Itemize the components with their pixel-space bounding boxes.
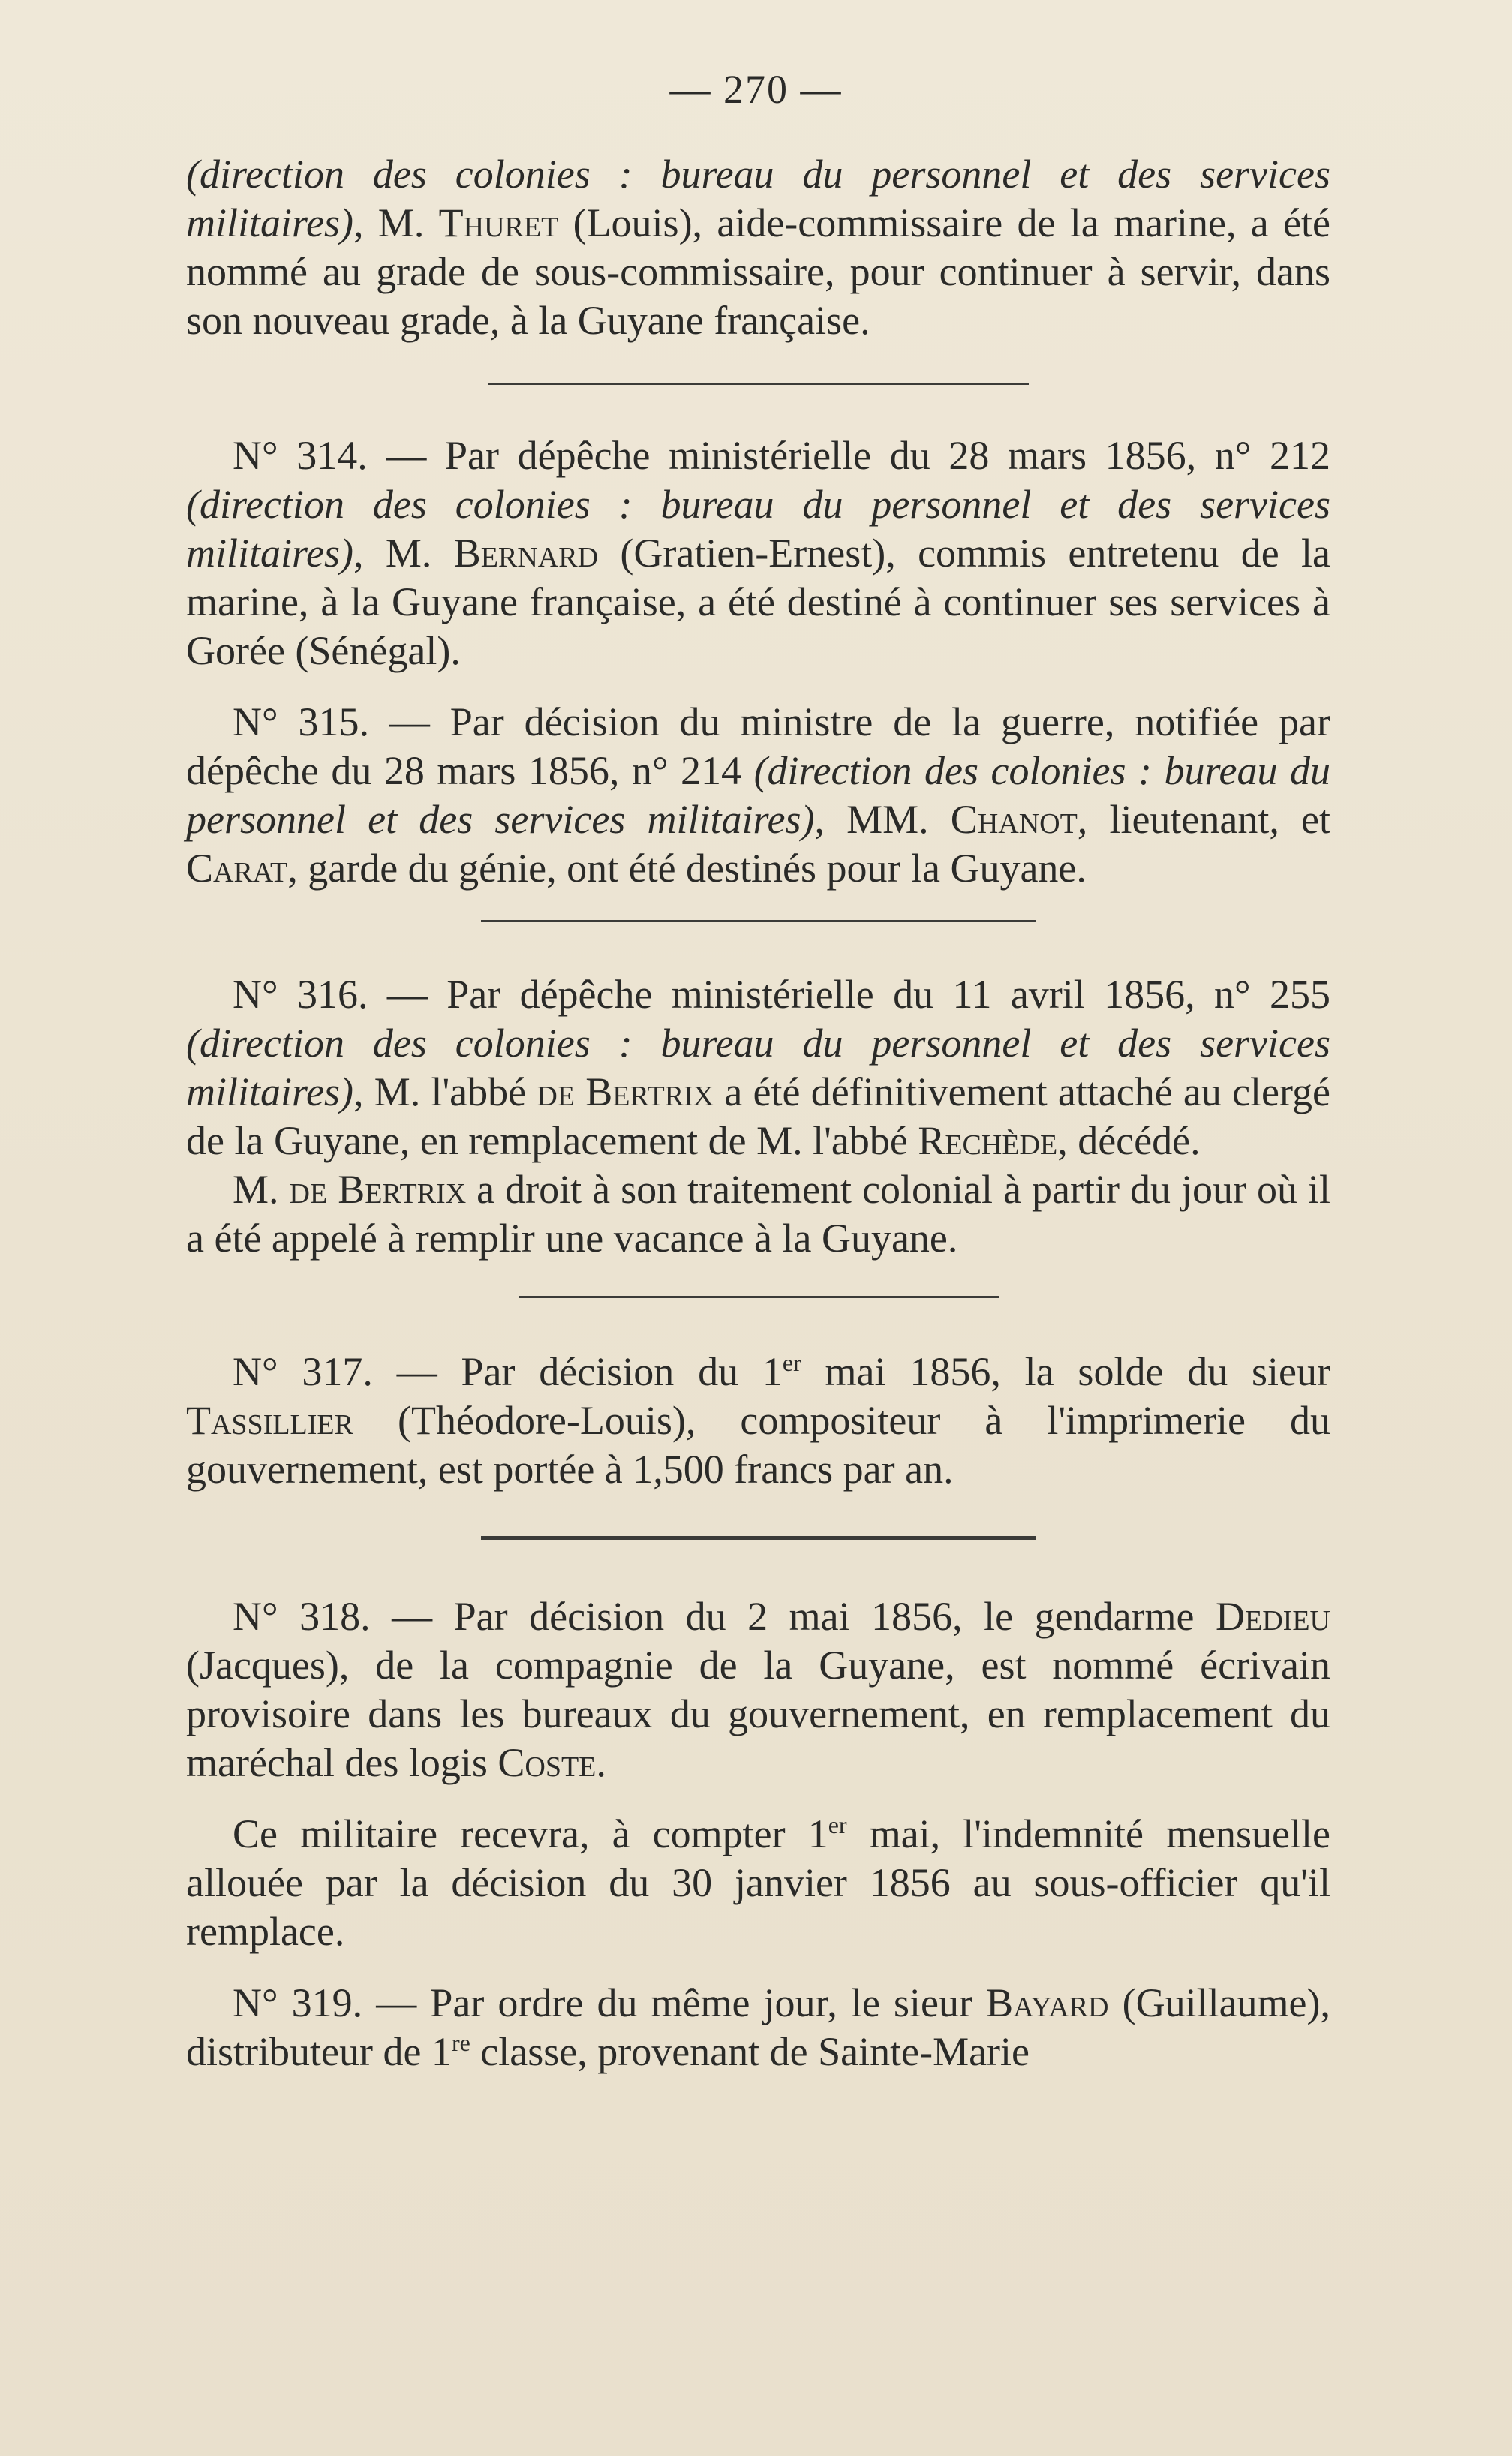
entry-319 [186, 1979, 1330, 2076]
separator-rule [519, 1296, 999, 1298]
person-name: Tassillier [186, 1398, 353, 1443]
person-name: Bayard [986, 1980, 1109, 2025]
person-name: Chanot [950, 797, 1078, 842]
entry-paragraph: N° 317. — Par décision du 1er mai 1856, la solde du sieur Tassillier (Théodore-Louis), compositeur à l'imprimerie du gouvernement, est portée à 1,500 francs par an. [186, 1349, 1330, 1492]
page-number: — 270 — [669, 67, 843, 112]
continuation-paragraph: (direction des colonies : bureau du personnel et des services militaires), M. Thuret (Louis), aide-commissaire de la marine, a été nommé au grade de sous-commissaire, pour continuer à servir, dans son nouveau grade, à la Guyane française. [186, 152, 1331, 343]
entry-number: N° 315. [233, 699, 369, 744]
person-name: Bernard [453, 531, 599, 576]
entry-number: N° 317. [233, 1349, 373, 1394]
entry-paragraph: N° 319. — Par ordre du même jour, le sieur Bayard (Guillaume), distributeur de 1re classe, provenant de Sainte-Marie [186, 1980, 1330, 2074]
entry-number: N° 314. [233, 433, 368, 478]
entry-paragraph: M. de Bertrix a droit à son traitement colonial à partir du jour où il a été appelé à remplir une vacance à la Guyane. [186, 1167, 1330, 1261]
entry-paragraph: Ce militaire recevra, à compter 1er mai, l'indemnité mensuelle allouée par la décision du 30 janvier 1856 au sous-officier qu'il remplace. [186, 1811, 1330, 1954]
entry-number: N° 318. [233, 1594, 371, 1639]
person-name: Carat [186, 846, 288, 891]
separator-rule [481, 1536, 1036, 1540]
person-name: Dedieu [1216, 1594, 1330, 1639]
separator-rule [488, 383, 1029, 385]
person-name: de Bertrix [537, 1069, 714, 1114]
entry-paragraph: N° 316. — Par dépêche ministérielle du 11 avril 1856, n° 255 (direction des colonies : bureau du personnel et des services militaires), M. l'abbé de Bertrix a été définitivement attaché au clergé de la Guyane, en remplacement de M. l'abbé Rechède, décédé. [186, 972, 1330, 1163]
text-column [186, 150, 1330, 2076]
entry-316 [186, 970, 1330, 1263]
entry-317 [186, 1348, 1330, 1494]
entry-314 [186, 431, 1330, 675]
person-name: de Bertrix [289, 1167, 467, 1212]
entry-number: N° 319. [233, 1980, 363, 2025]
entry-318 [186, 1592, 1330, 1956]
person-name: Coste [497, 1740, 597, 1785]
entry-paragraph: N° 314. — Par dépêche ministérielle du 28 mars 1856, n° 212 (direction des colonies : bureau du personnel et des services militaires), M. Bernard (Gratien-Ernest), commis entretenu de la marine, à la Guyane française, a été destiné à continuer ses services à Gorée (Sénégal). [186, 433, 1330, 673]
entry-315 [186, 698, 1330, 893]
entry-number: N° 316. [233, 972, 368, 1017]
person-name: Thuret [438, 200, 559, 245]
entry-paragraph: N° 315. — Par décision du ministre de la guerre, notifiée par dépêche du 28 mars 1856, n° 214 (direction des colonies : bureau du personnel et des services militaires), MM. Chanot, lieutenant, et Carat, garde du génie, ont été destinés pour la Guyane. [186, 699, 1330, 891]
continuation-italic: (direction des colonies : bureau du personnel et des services militaires) [186, 152, 1330, 245]
separator-rule [481, 920, 1036, 922]
entry-paragraph: N° 318. — Par décision du 2 mai 1856, le gendarme Dedieu (Jacques), de la compagnie de la Guyane, est nommé écrivain provisoire dans les bureaux du gouvernement, en remplacement du maréchal des logis Coste. [186, 1594, 1330, 1785]
person-name: Rechède [918, 1118, 1058, 1163]
